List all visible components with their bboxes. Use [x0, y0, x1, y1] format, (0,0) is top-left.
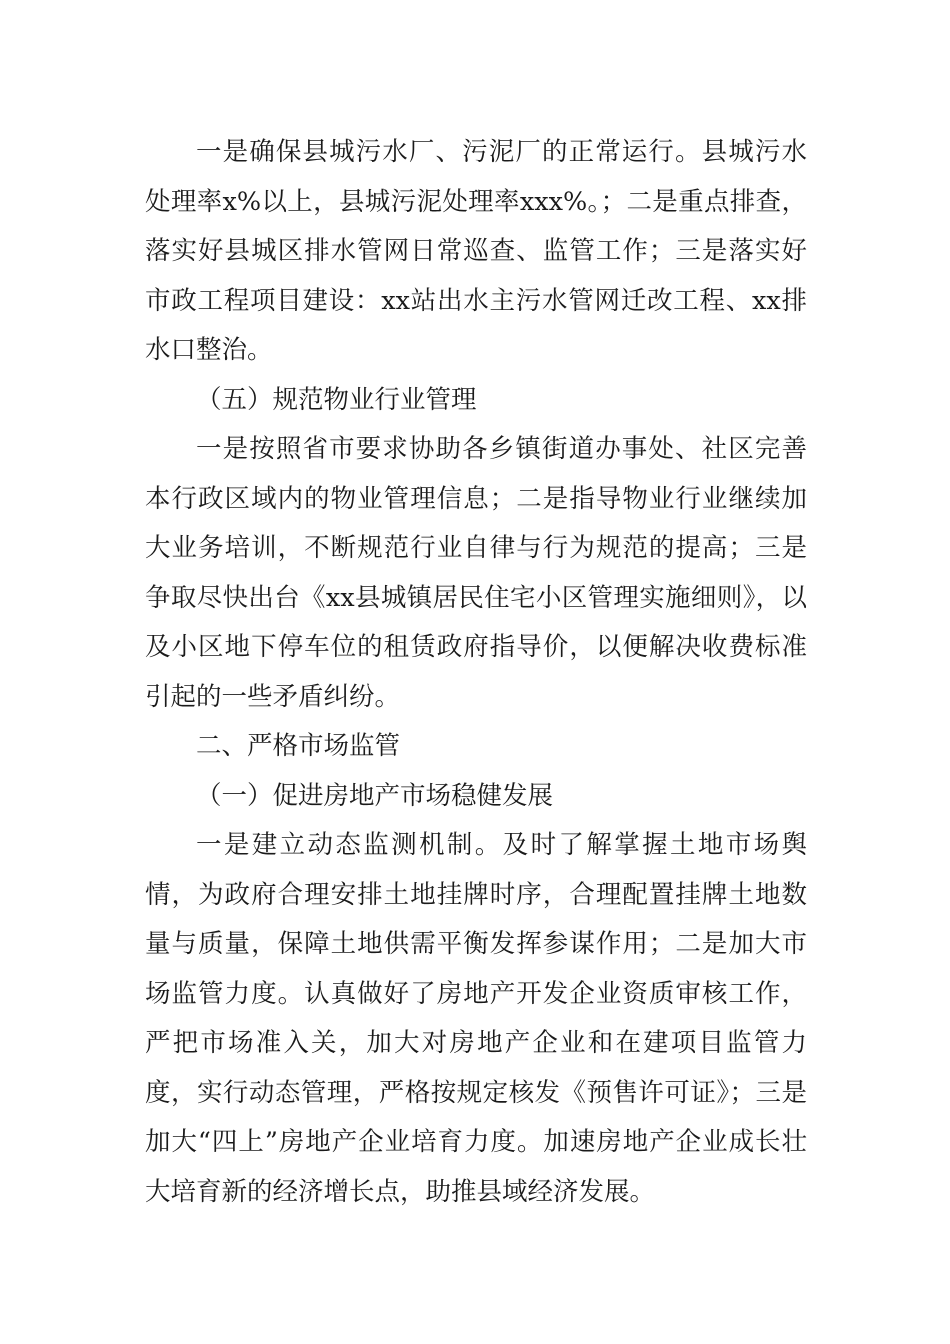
paragraph-sewage-operation: 一是确保县城污水厂、污泥厂的正常运行。县城污水处理率x%以上，县城污泥处理率xxx%。；二是重点排查，落实好县城区排水管网日常巡查、监管工作；三是落实好市政工程项目建设：xx站出水主污水管网迁改工程、xx排水口整治。	[145, 137, 807, 365]
section-heading-real-estate-market: （一）促进房地产市场稳健发展	[196, 780, 554, 811]
paragraph-real-estate-market: 一是建立动态监测机制。及时了解掌握土地市场舆情，为政府合理安排土地挂牌时序，合理配置挂牌土地数量与质量，保障土地供需平衡发挥参谋作用；二是加大市场监管力度。认真做好了房地产开发企业资质审核工作，严把市场准入关，加大对房地产企业和在建项目监管力度，实行动态管理，严格按规定核发《预售许可证》；三是加大“四上”房地产企业培育力度。加速房地产企业成长壮大培育新的经济增长点，助推县域经济发展。	[145, 830, 807, 1207]
section-heading-property-management: （五）规范物业行业管理	[196, 384, 477, 415]
document-body	[145, 128, 807, 1217]
paragraph-property-management: 一是按照省市要求协助各乡镇街道办事处、社区完善本行政区域内的物业管理信息；二是指导物业行业继续加大业务培训，不断规范行业自律与行为规范的提高；三是争取尽快出台《xx县城镇居民住宅小区管理实施细则》，以及小区地下停车位的租赁政府指导价，以便解决收费标准引起的一些矛盾纠纷。	[145, 434, 807, 712]
chapter-heading-market-supervision: 二、严格市场监管	[196, 731, 401, 761]
